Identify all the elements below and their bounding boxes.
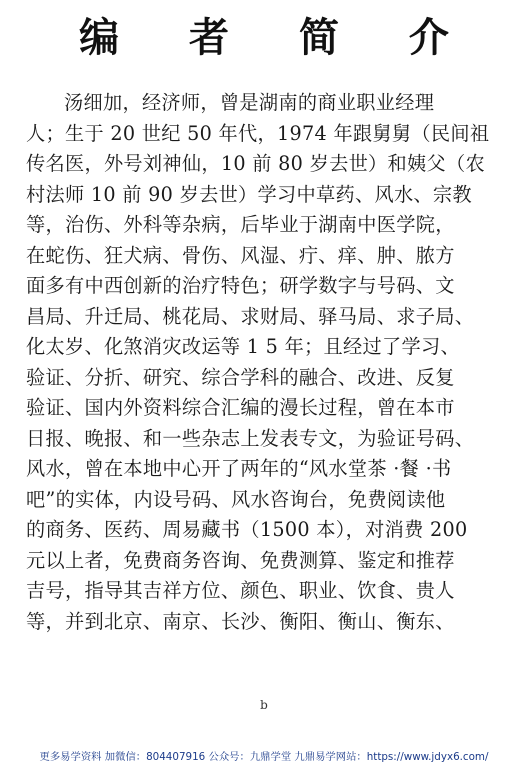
paragraph-line: 日报、晚报、和一些杂志上发表专文，为验证号码、 bbox=[26, 426, 475, 450]
paragraph-line: 验证、分折、研究、综合学科的融合、改进、反复 bbox=[26, 365, 455, 389]
paragraph-line: 化太岁、化煞消灾改运等 1 5 年；且经过了学习、 bbox=[26, 335, 460, 358]
footer-watermark: 更多易学资料 加微信：804407916 公众号：九鼎学堂 九鼎易学网站：https://www.jdyx6.com/ bbox=[39, 751, 489, 763]
paragraph-line: 汤细加，经济师，曾是湖南的商业职业经理 bbox=[64, 91, 435, 114]
paragraph-line: 风水，曾在本地中心开了两年的“风水堂茶 ·餐 ·书 bbox=[26, 457, 452, 480]
paragraph-line: 村法师 10 前 90 岁去世）学习中草药、风水、宗教 bbox=[26, 182, 472, 206]
paragraph-line: 面多有中西创新的治疗特色；研学数字与号码、文 bbox=[26, 274, 455, 297]
paragraph-line: 吧”的实体，内设号码、风水咨询台，免费阅读他 bbox=[26, 487, 446, 511]
paragraph-line: 元以上者，免费商务咨询、免费测算、鉴定和推荐 bbox=[26, 548, 455, 572]
paragraph-line: 昌局、升迁局、桃花局、求财局、驿马局、求子局、 bbox=[26, 304, 475, 328]
paragraph-line: 传名医，外号刘神仙，10 前 80 岁去世）和姨父（农 bbox=[26, 152, 485, 175]
paragraph-line: 等，并到北京、南京、长沙、衡阳、衡山、衡东、 bbox=[26, 609, 455, 633]
bio-paragraph bbox=[26, 88, 496, 637]
paragraph-line: 等，治伤、外科等杂病，后毕业于湖南中医学院， bbox=[26, 213, 455, 236]
paragraph-line: 验证、国内外资料综合汇编的漫长过程，曾在本市 bbox=[26, 396, 455, 419]
paragraph-line: 吉号，指导其吉祥方位、颜色、职业、饮食、贵人 bbox=[26, 579, 455, 602]
page-number: b bbox=[260, 698, 268, 712]
page-title: 编 者 简 介 bbox=[79, 15, 477, 61]
paragraph-line: 的商务、医药、周易藏书（1500 本），对消费 200 bbox=[26, 518, 468, 541]
paragraph-line: 人；生于 20 世纪 50 年代，1974 年跟舅舅（民间祖 bbox=[26, 121, 490, 145]
paragraph-line: 在蛇伤、狂犬病、骨伤、风湿、疔、痒、肿、脓方 bbox=[26, 243, 455, 267]
